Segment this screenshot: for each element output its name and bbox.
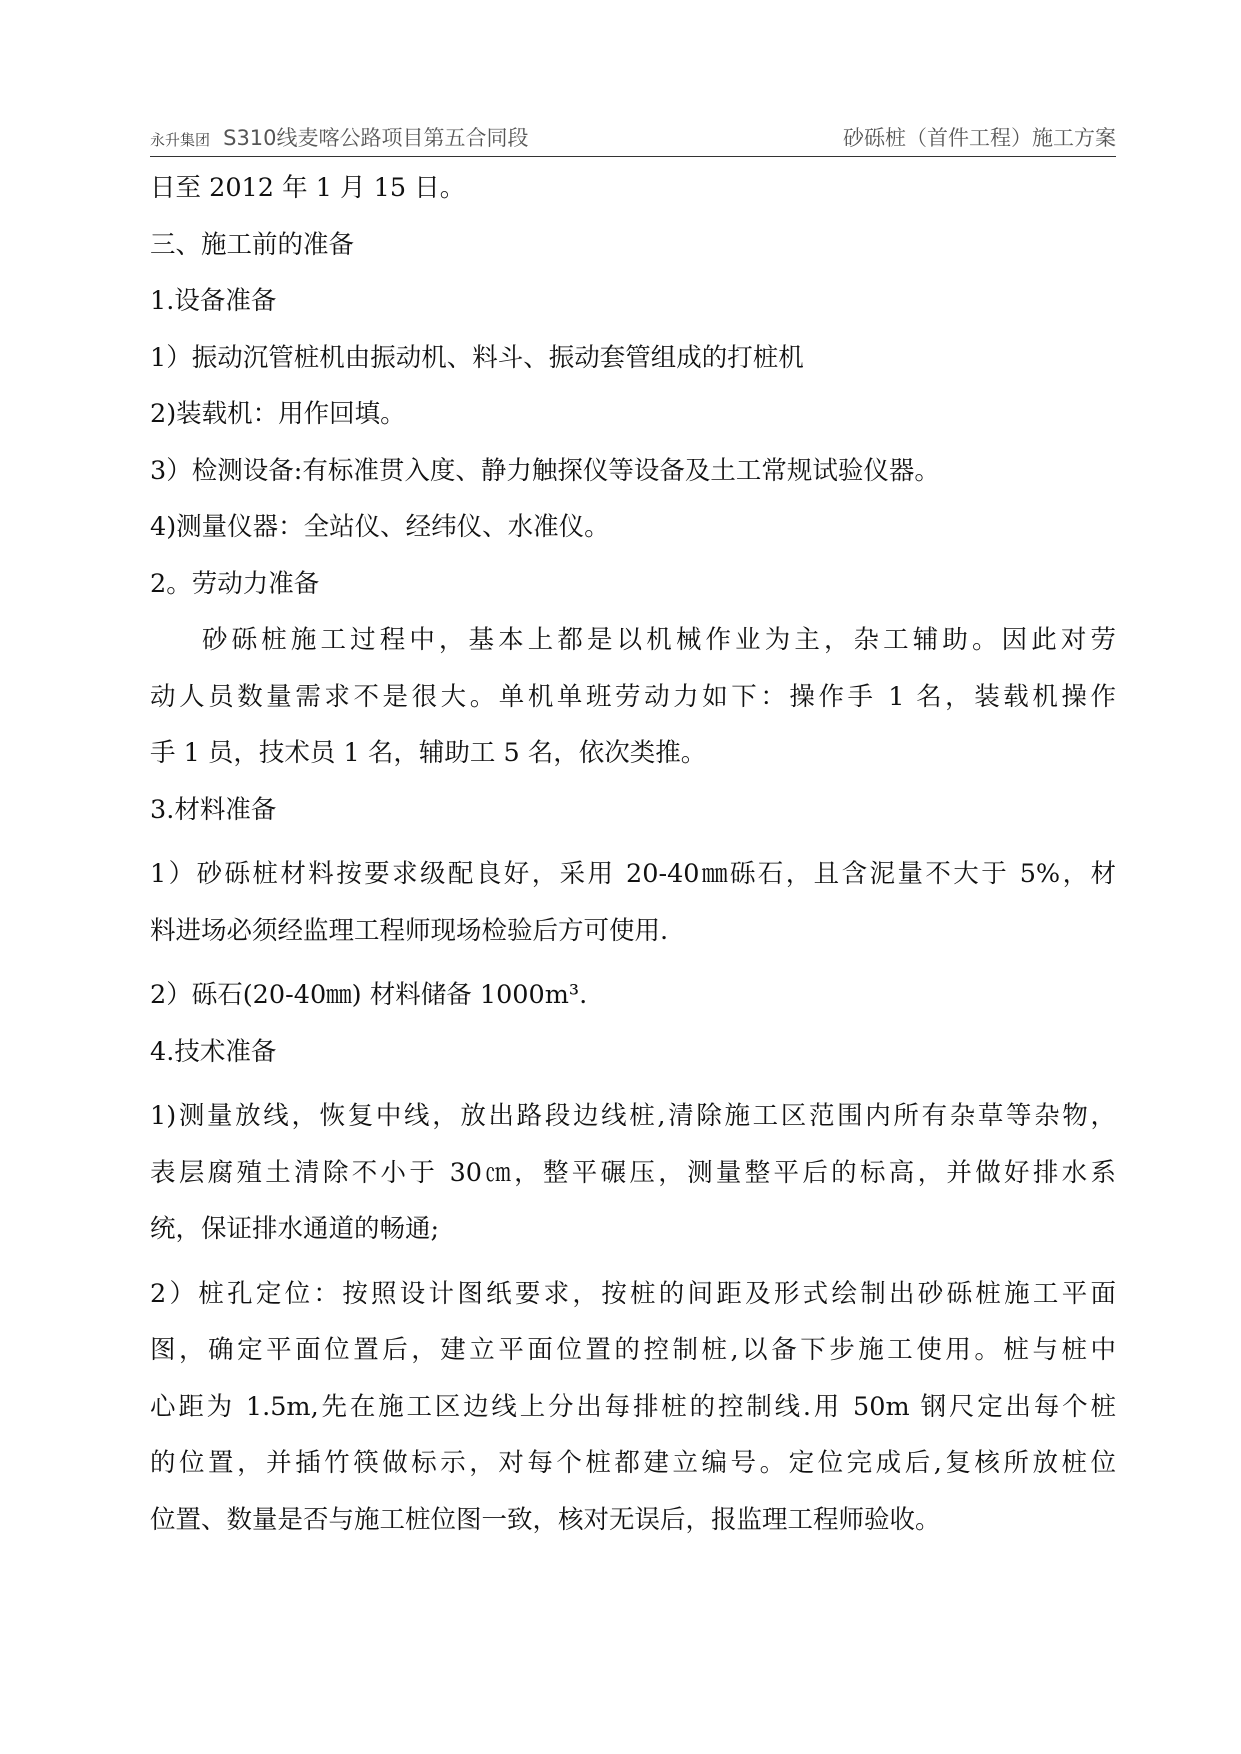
paragraph-line: 砂砾桩施工过程中，基本上都是以机械作业为主，杂工辅助。因此对劳 [202, 625, 1116, 655]
subsection-heading: 3.材料准备 [150, 794, 277, 825]
list-item: 1)测量放线，恢复中线，放出路段边线桩,清除施工区范围内所有杂草等杂物， [150, 1101, 1116, 1131]
document-body [150, 160, 1116, 1548]
list-item-continued: 图，确定平面位置后，建立平面位置的控制桩,以备下步施工使用。桩与桩中 [150, 1335, 1116, 1365]
list-item: 4)测量仪器：全站仪、经纬仪、水准仪。 [150, 512, 610, 542]
header-document-title: 砂砾桩（首件工程）施工方案 [843, 126, 1116, 150]
list-item-continued: 的位置，并插竹筷做标示，对每个桩都建立编号。定位完成后,复核所放桩位 [150, 1448, 1116, 1478]
section-heading: 三、施工前的准备 [150, 229, 355, 260]
header-project-name: S310线麦喀公路项目第五合同段 [223, 126, 529, 150]
list-item-continued: 心距为 1.5m,先在施工区边线上分出每排桩的控制线.用 50m 钢尺定出每个桩 [150, 1391, 1116, 1422]
subsection-heading: 4.技术准备 [150, 1036, 277, 1067]
list-item-continued: 位置、数量是否与施工桩位图一致，核对无误后，报监理工程师验收。 [150, 1504, 941, 1535]
list-item: 2）砾石(20-40㎜) 材料储备 1000m³. [150, 980, 588, 1010]
subsection-heading: 2。劳动力准备 [150, 568, 320, 599]
list-item: 1）振动沉管桩机由振动机、料斗、振动套管组成的打桩机 [150, 342, 804, 373]
list-item: 2)装载机：用作回填。 [150, 399, 406, 429]
paragraph-line: 动人员数量需求不是很大。单机单班劳动力如下：操作手 1 名，装载机操作 [150, 681, 1116, 712]
list-item: 1）砂砾桩材料按要求级配良好，采用 20-40㎜砾石，且含泥量不大于 5%，材 [150, 859, 1116, 889]
header-left [150, 122, 529, 152]
header-org-name: 永升集团 [150, 131, 211, 149]
list-item-continued: 统，保证排水通道的畅通; [150, 1214, 440, 1244]
list-item-continued: 料进场必须经监理工程师现场检验后方可使用. [150, 915, 669, 946]
paragraph-line: 手 1 员，技术员 1 名，辅助工 5 名，依次类推。 [150, 738, 707, 768]
list-item-continued: 表层腐殖土清除不小于 30㎝，整平碾压，测量整平后的标高，并做好排水系 [150, 1157, 1116, 1188]
list-item: 2）桩孔定位：按照设计图纸要求，按桩的间距及形式绘制出砂砾桩施工平面 [150, 1278, 1116, 1309]
text-line: 日至 2012 年 1 月 15 日。 [150, 173, 466, 203]
subsection-heading: 1.设备准备 [150, 286, 277, 316]
list-item: 3）检测设备:有标准贯入度、静力触探仪等设备及土工常规试验仪器。 [150, 455, 940, 486]
page-header [150, 124, 1116, 157]
